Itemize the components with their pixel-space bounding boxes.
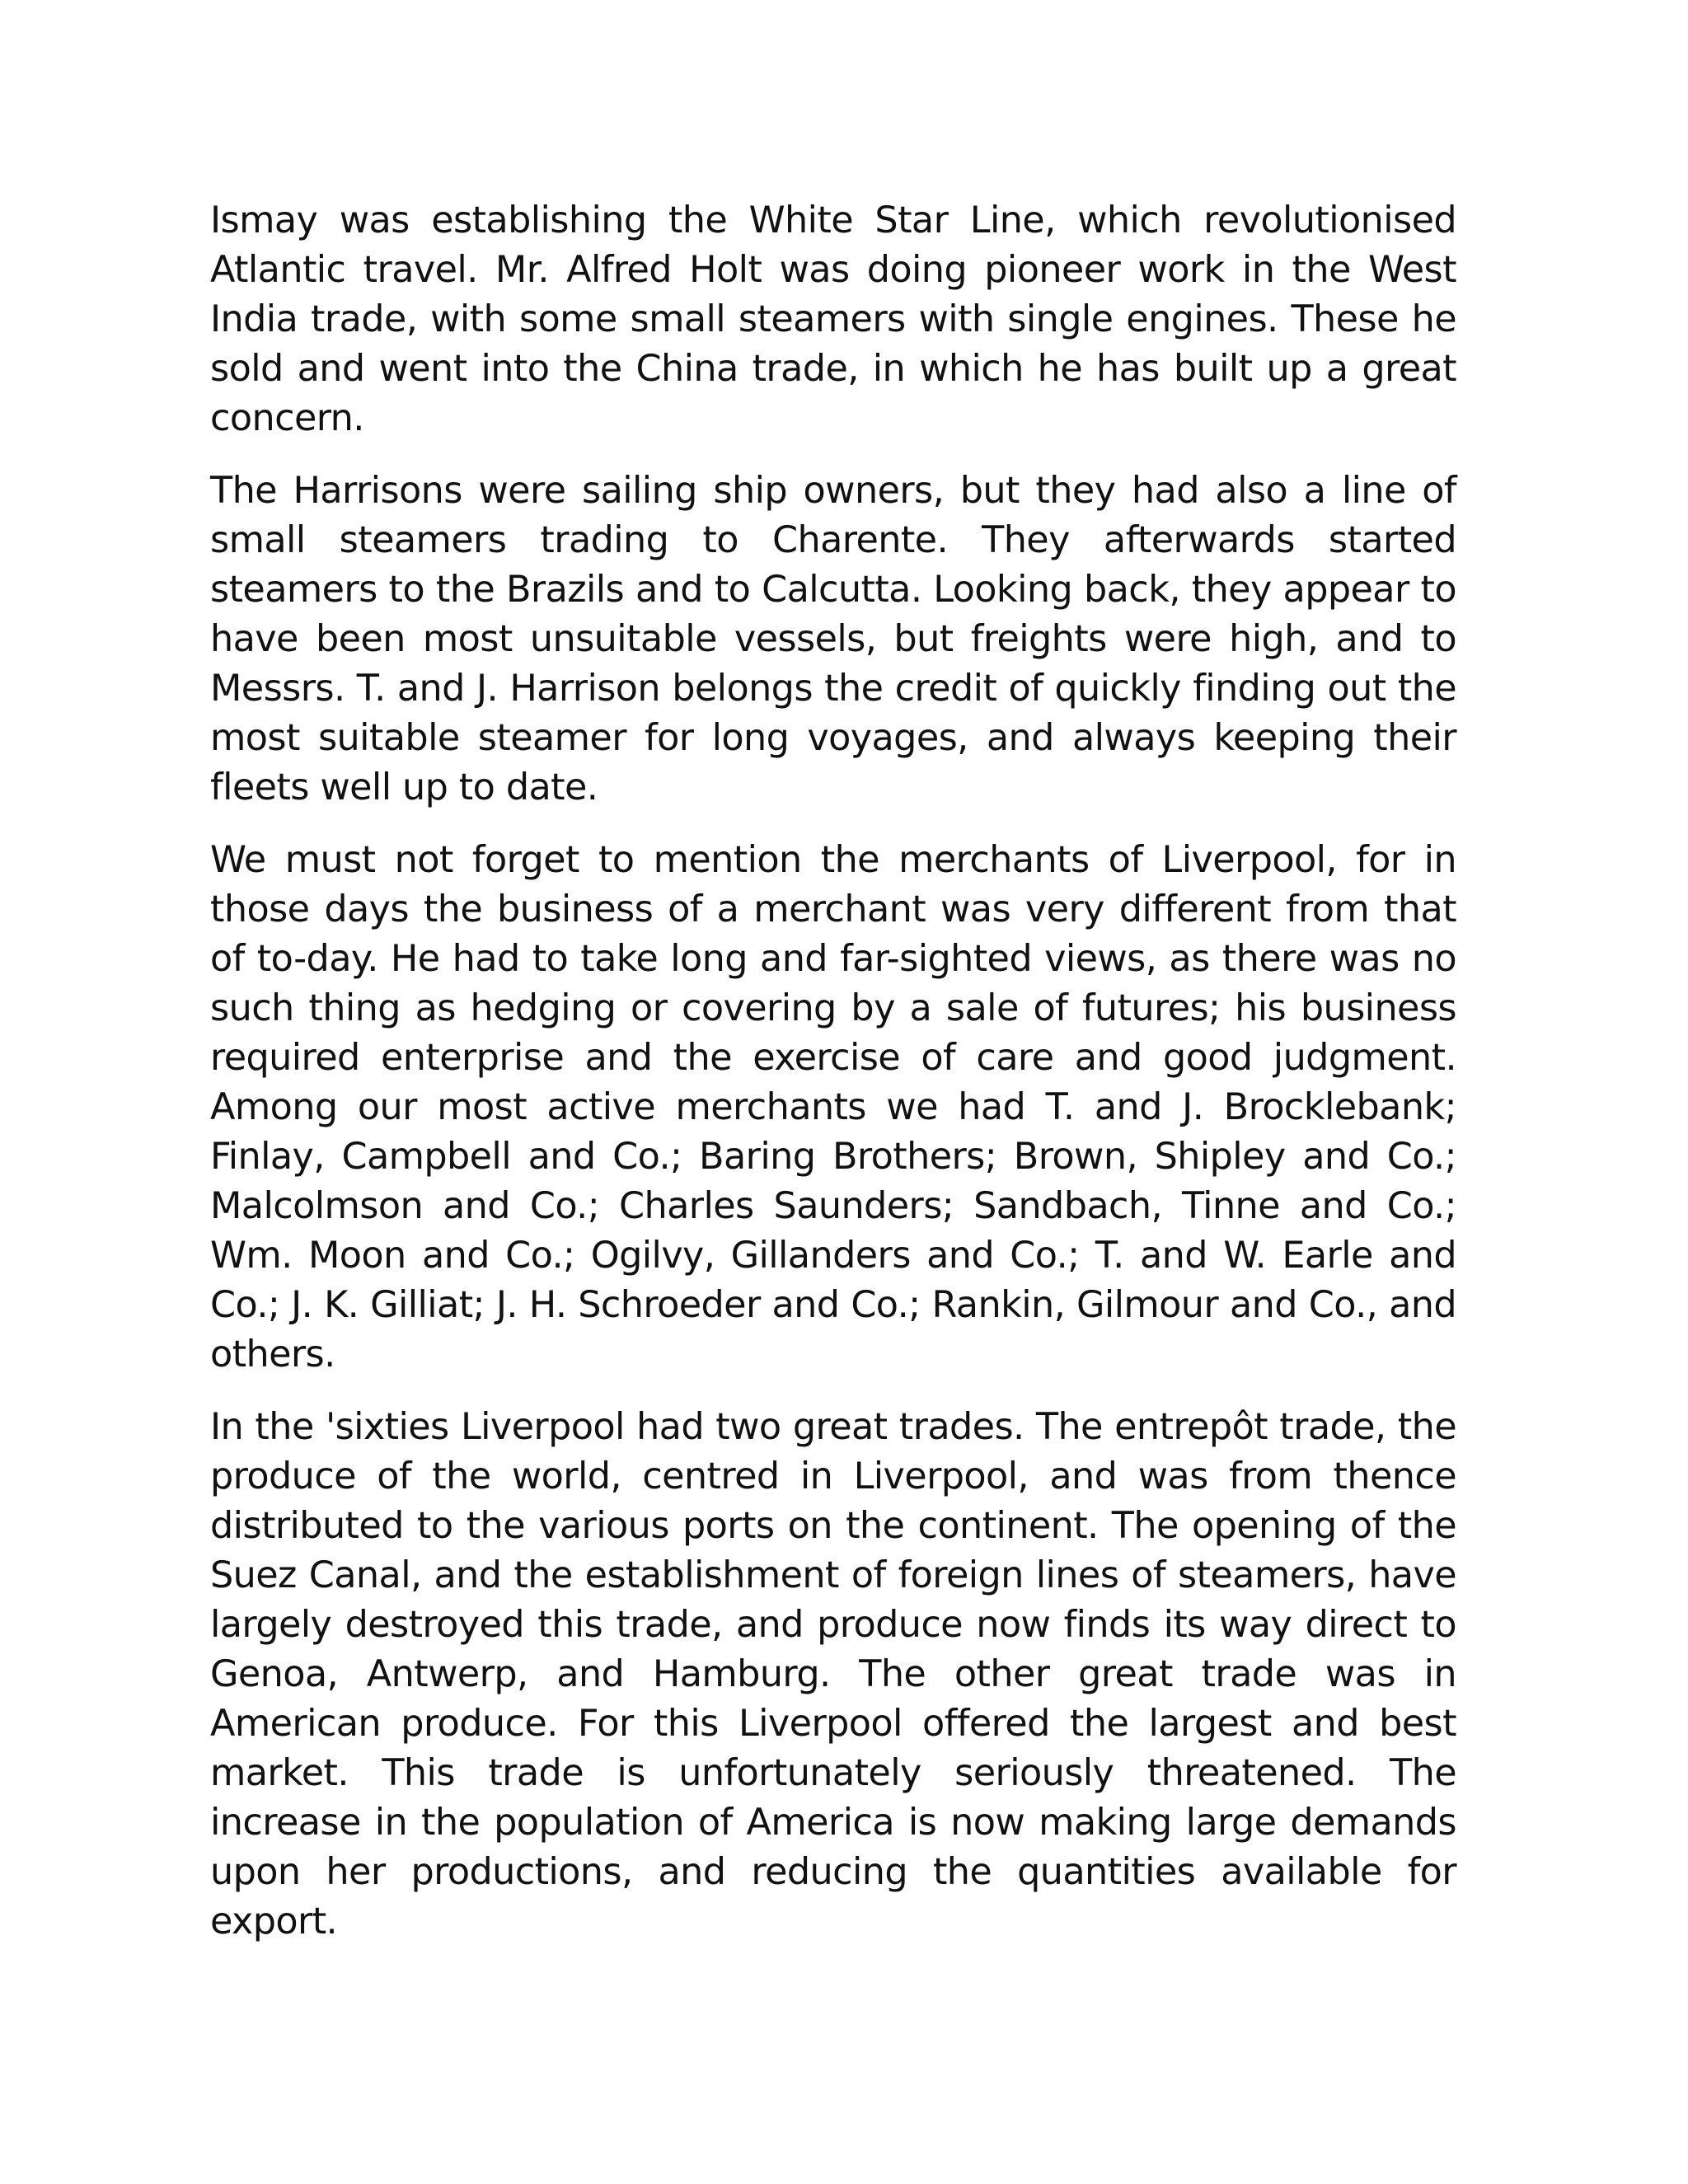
paragraph-harrisons: The Harrisons were sailing ship owners, but they had also a line of small steamers trading to Charente. They afterwards started steamers to the Brazils and to Calcutta. Looking back, they appear to have been most unsuitable vessels, but freights were high, and to Messrs. T. and J. Harrison belongs the credit of quickly finding out the most suitable steamer for long voyages, and always keeping their fleets well up to date. — [210, 470, 1456, 808]
paragraph-white-star-line: Ismay was establishing the White Star Line, which revolutionised Atlantic travel. Mr. Alfred Holt was doing pioneer work in the West India trade, with some small steamers with single engines. These he sold and went into the China trade, in which he has built up a great concern. — [210, 199, 1456, 439]
paragraph-merchants-of-liverpool: We must not forget to mention the merchants of Liverpool, for in those days the business of a merchant was very different from that of to-day. He had to take long and far-sighted views, as there was no such thing as hedging or covering by a sale of futures; his business required enterprise and the exercise of care and good judgment. Among our most active merchants we had T. and J. Brocklebank; Finlay, Campbell and Co.; Baring Brothers; Brown, Shipley and Co.; Malcolmson and Co.; Charles Saunders; Sandbach, Tinne and Co.; Wm. Moon and Co.; Ogilvy, Gillanders and Co.; T. and W. Earle and Co.; J. K. Gilliat; J. H. Schroeder and Co.; Rankin, Gilmour and Co., and others. — [210, 839, 1456, 1376]
paragraph-two-great-trades: In the 'sixties Liverpool had two great trades. The entrepôt trade, the produce of the world, centred in Liverpool, and was from thence distributed to the various ports on the continent. The opening of the Suez Canal, and the establishment of foreign lines of steamers, have largely destroyed this trade, and produce now finds its way direct to Genoa, Antwerp, and Hamburg. The other great trade was in American produce. For this Liverpool offered the largest and best market. This trade is unfortunately seriously threatened. The increase in the population of America is now making large demands upon her productions, and reducing the quantities available for export. — [210, 1406, 1456, 1943]
document-page — [210, 196, 1456, 1970]
